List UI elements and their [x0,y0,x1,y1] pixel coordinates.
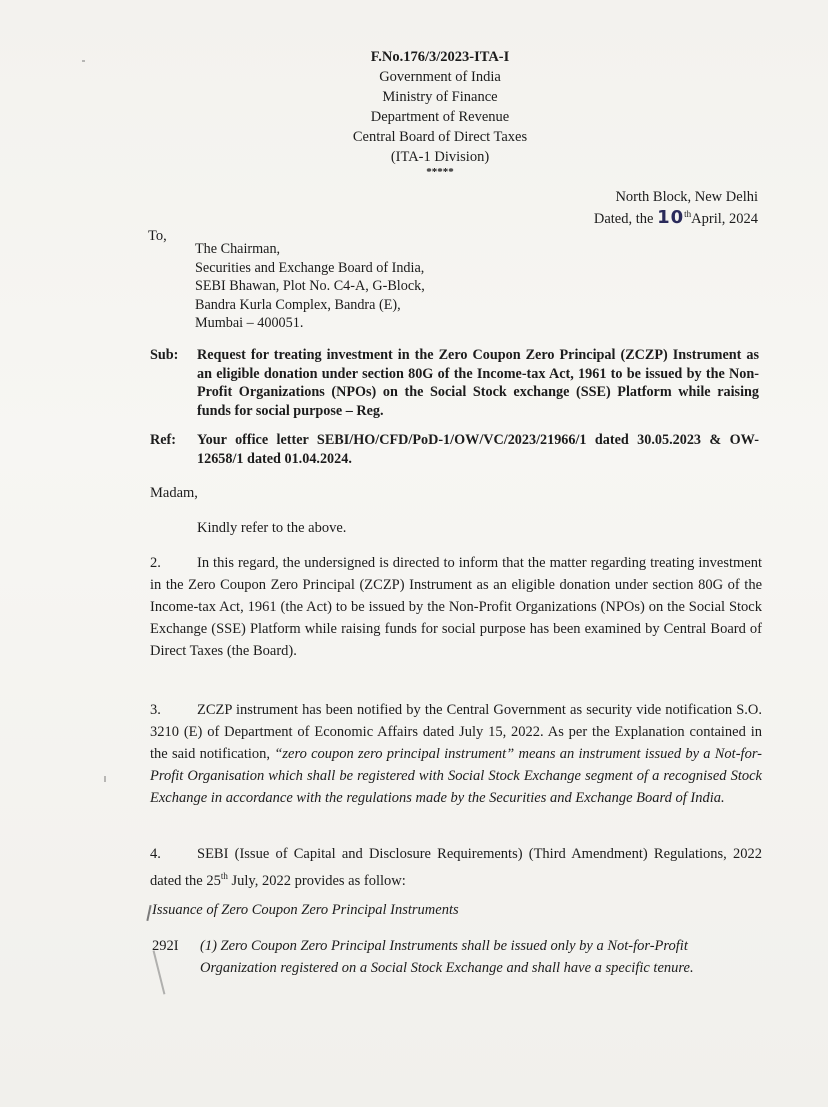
para-text: ZCZP instrument has been notified by the Central Government as security vide notification S.O. 3210 (E) of Department of Economic Affairs dated July 15, 2022. As per the Explanation contained in the said notification, [150,702,762,762]
address-line: The Chairman, [195,241,281,257]
subject-text: Request for treating investment in the Zero Coupon Zero Principal (ZCZP) Instrument as an eligible donation under section 80G of the Income-tax Act, 1961 to be issued by the Non-Profit Organizations (NPOs) on the Social Stock exchange (SSE) Platform while raising funds for social purpose – Reg. [197,347,759,419]
to-label: To, [148,228,167,244]
header-stars: ***** [426,166,454,178]
reference-label: Ref: [150,432,176,448]
italic-heading: Issuance of Zero Coupon Zero Principal Instruments [152,902,459,918]
date-line [594,204,758,229]
file-number: F.No.176/3/2023-ITA-I [370,49,510,65]
recipient-address [195,240,425,333]
para-number: 2. [150,555,161,571]
para-superscript: th [220,871,228,881]
para-number: 3. [150,702,161,718]
date-ordinal: th [684,209,692,219]
paragraph-3 [150,699,762,809]
address-line: SEBI Bhawan, Plot No. C4-A, G-Block, [195,278,425,294]
intro-line: Kindly refer to the above. [197,520,347,536]
address-line: Bandra Kurla Complex, Bandra (E), [195,296,401,313]
salutation: Madam, [150,485,198,501]
para-quote: “zero coupon zero principal instrument” means an instrument issued by a Not-for-Profit Organisation which shall be registered with Social Stock Exchange segment of a recognised Stock Exchange in accordance with the regulations made by the Securities and Exchange Board of India. [150,746,763,806]
pen-mark [146,905,151,921]
para-text: In this regard, the undersigned is directed to inform that the matter regarding treating investment in the Zero Coupon Zero Principal (ZCZP) Instrument as an eligible donation under section 80G of the Income-tax Act, 1961 (the Act) to be issued by the Non-Profit Organizations (NPOs) on the Social Stock Exchange (SSE) Platform while raising funds for social purpose has been examined by Central Board of Direct Taxes (the Board). [150,555,762,659]
para-number: 4. [150,846,161,862]
clause-text: (1) Zero Coupon Zero Principal Instruments shall be issued only by a Not-for-Profit Organization registered on a Social Stock Exchange and shall have a specific tenure. [200,938,694,976]
paragraph-4 [150,843,762,892]
scan-speck [82,60,85,62]
subject-label: Sub: [150,347,179,363]
board-line: Central Board of Direct Taxes [352,129,528,145]
pen-mark [104,776,106,782]
address-line: Securities and Exchange Board of India, [195,259,425,276]
reference-text: Your office letter SEBI/HO/CFD/PoD-1/OW/VC/2023/21966/1 dated 30.05.2023 & OW-12658/1 dated 01.04.2024. [197,432,759,467]
paragraph-2 [150,552,762,662]
date-prefix: Dated, the [593,210,654,227]
place-line: North Block, New Delhi [615,189,758,205]
clause-number: 292I [152,938,179,954]
para-text: July, 2022 provides as follow: [227,872,406,889]
govt-line: Government of India [379,69,501,85]
department-line: Department of Revenue [370,109,510,125]
division-line: (ITA-1 Division) [390,149,490,165]
pen-mark [153,950,165,994]
handwritten-day: 10 [657,206,685,228]
address-line: Mumbai – 400051. [195,315,304,331]
para-text: SEBI (Issue of Capital and Disclosure Requirements) (Third Amendment) Regulations, 2022 dated the 25 [150,846,762,889]
ministry-line: Ministry of Finance [382,89,498,105]
date-suffix: April, 2024 [691,210,758,227]
